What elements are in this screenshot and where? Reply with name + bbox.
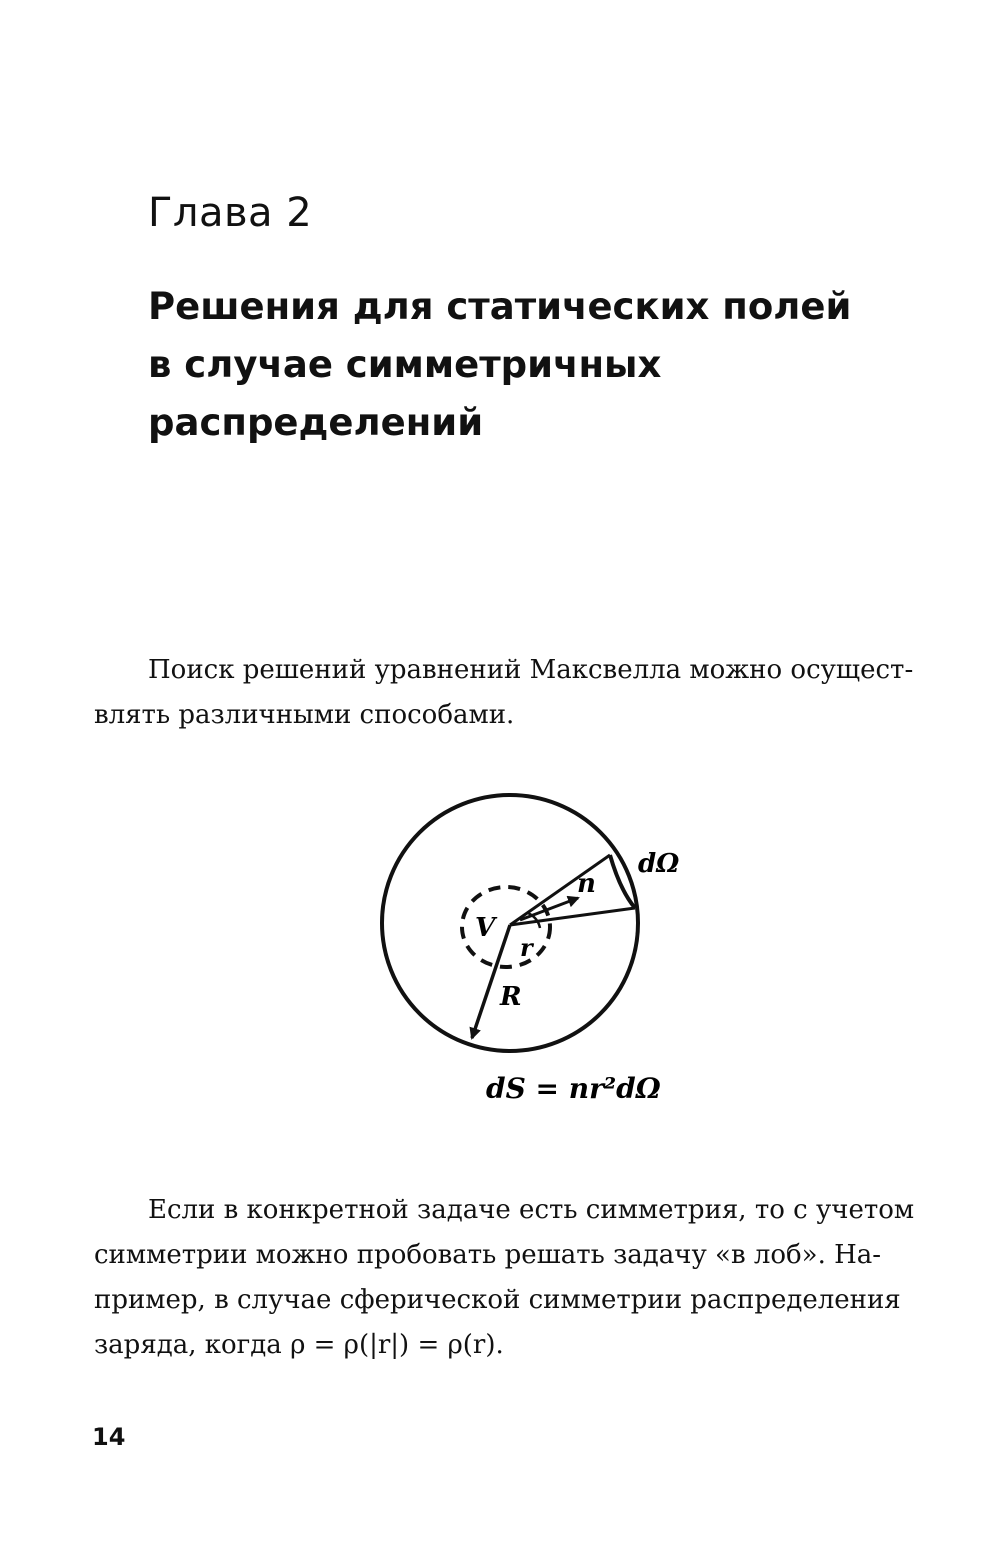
chapter-title-line: распределений [148, 401, 484, 444]
paragraph-line: заряда, когда ρ = ρ(|r|) = ρ(r). [94, 1330, 504, 1360]
label-volume: V [475, 913, 496, 943]
label-normal: n [577, 869, 596, 899]
label-solid-angle: dΩ [638, 849, 680, 879]
sphere-figure [370, 810, 700, 1140]
chapter-title-line: Решения для статических полей [148, 285, 852, 328]
paragraph-line: Поиск решений уравнений Максвелла можно осущест- [148, 655, 914, 685]
paragraph-line: влять различными способами. [94, 700, 515, 730]
sphere-diagram [370, 810, 700, 1140]
outer-sphere [382, 795, 638, 1051]
paragraph-line: пример, в случае сферической симметрии распределения [94, 1285, 901, 1315]
chapter-title [148, 278, 868, 452]
label-radius: R [500, 982, 522, 1012]
label-position: r [520, 933, 533, 962]
symmetry-paragraph [94, 1188, 946, 1368]
figure-caption: dS = nr²dΩ [486, 1072, 661, 1105]
paragraph-line: Если в конкретной задаче есть симметрия, то с учетом [148, 1195, 915, 1225]
paragraph-line: симметрии можно пробовать решать задачу «в лоб». На- [94, 1240, 882, 1270]
chapter-label: Глава 2 [148, 190, 313, 236]
chapter-title-line: в случае симметричных [148, 343, 662, 386]
intro-paragraph [94, 648, 946, 738]
page-number: 14 [92, 1423, 126, 1451]
